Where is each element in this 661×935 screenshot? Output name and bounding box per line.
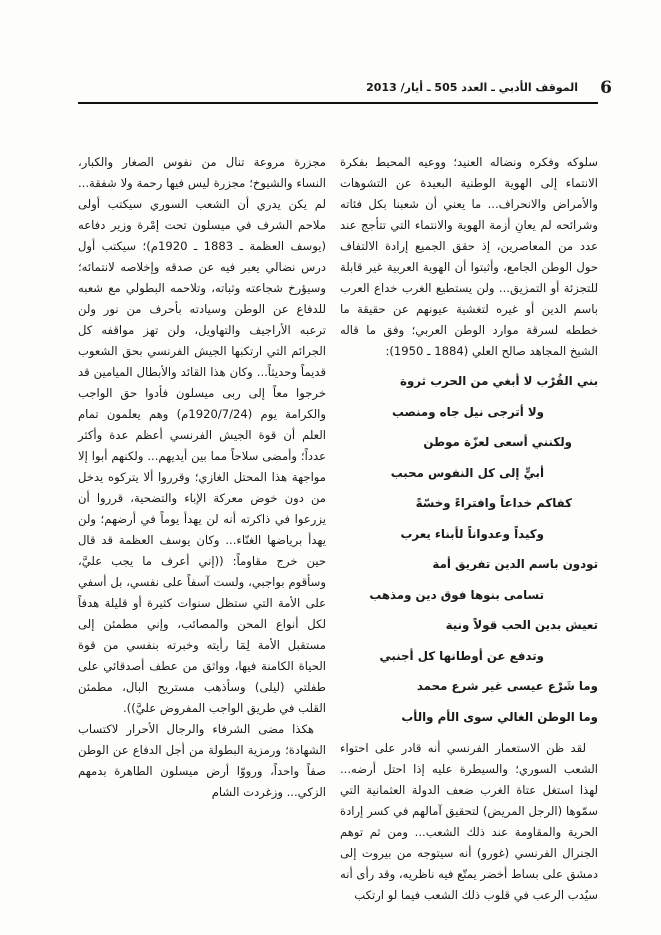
- page-number: 6: [600, 78, 612, 98]
- left-paragraph-1: مجزرة مروعة تنال من نفوس الصغار والكبار، النساء والشيوخ؛ مجزرة ليس فيها رحمة ولا شفقة... لم يكن يدري أن الشعب السوري سيكتب أولى ملاحم الشرف في ميسلون تحت إمْرة وزير دفاعه (يوسف العظمة ـ 1883 ـ 1920م)؛ سيكتب أول درس نضالي يعبر فيه عن صدقه وإخلاصه لانتمائه؛ وسيؤرخ شجاعته وثباته، وتلاحمه البطولي مع شعبه للدفاع عن الوطن وسيادته بأحرف من نور ولن ترعبه الأراجيف والتهاويل، ولن تهز مواقفه كل الجرائم التي ارتكبها الجيش الفرنسي بحق الشعوب قديماً وحديثاً... وكان هذا القائد والأبطال الميامين قد خرجوا معاً إلى ربى ميسلون فأدوا حق الواجب والكرامة يوم (1920/7/24م) وهم يعلمون تمام العلم أن قوة الجيش الفرنسي أعظم عدة وأكثر عدداً؛ وأمضى سلاحاً مما بين أيديهم... ولكنهم أبوا إلا مواجهة هذا المحتل الغازي؛ وقرروا ألا يتركوه يدخل من دون خوض معركة الإباء والتضحية، قرروا أن يزرعوا في ذاكرته أنه لن يهدأ يوماً في أرضهم؛ ولن يهدأ برياضها الغنّاء... وكان يوسف العظمة قد قال حين خرج مقاوماً: ((إني أعرف ما يجب عليَّ، وسأقوم بواجبي، ولست آسفاً على نفسي، بل أسفي على الأمة التي ستظل سنوات كثيرة أو قليلة هدفاً لكل أنواع المحن والمصائب، وإني مطمئن إلى مستقبل الأمة لِمَا رأيته وخبرته بنفسي من قوة الحياة الكامنة فيها، وواثق من عطف أصدقائي على طفلتي (ليلى) وسأذهب مستريح البال، مطمئن القلب في طريق الواجب المفروض عليَّ)).: [78, 155, 326, 715]
- poem-verse: أبيٍّ إلى كل النفوس محبب: [390, 465, 544, 480]
- right-column: [340, 152, 598, 906]
- poem-verse: وما شَرْع عيسى غير شرع محمد: [416, 679, 598, 693]
- poem-verse: بني القُرْب لا أبغي من الحرب ثروة: [400, 374, 598, 388]
- left-column: [78, 152, 326, 803]
- page-header: [78, 76, 612, 104]
- poem: [340, 366, 598, 732]
- poem-verse: تسامى بنوها فوق دين ومذهب: [369, 587, 544, 602]
- right-paragraph-2: لقد ظن الاستعمار الفرنسي أنه قادر على احتواء الشعب السوري؛ والسيطرة عليه إذا احتل أرضه... لهذا استغل عتاة الغرب ضعف الدولة العثمانية التي سمّوها (الرجل المريض) لتحقيق آمالهم في كسر إرادة الحرية والمقاومة عند ذلك الشعب... ومن ثم توهم الجنرال الفرنسي (غورو) أنه سيتوجه من بيروت إلى دمشق على بساط أخضر يمتّع فيه ناظريه، وقد رأى أنه سيُدب الرعب في قلوب ذلك الشعب فيما لو ارتكب: [340, 741, 598, 902]
- poem-verse: تعيش بدين الحب قولاً ونية: [445, 618, 598, 632]
- poem-verse: وكيداً وعدواناً لأبناء يعرب: [400, 526, 544, 541]
- poem-verse: تودون باسم الدين تفريق أمة: [432, 557, 598, 571]
- right-paragraph-1: سلوكه وفكره ونضاله العنيد؛ ووعيه المحيط بفكرة الانتماء إلى الهوية الوطنية البعيدة عن التشوهات والأمراض والانحراف... ما يعني أن شعبنا بكل فئاته وشرائحه لم يعانِ أزمة الهوية والانتماء التي تتأجج عند عدد من المعاصرين، إذ حقق الجميع إرادة الالتفاف حول الوطن الجامع، وأثبتوا أن الهوية العربية غير قابلة للتجزئة أو التمزيق... ولن يستطيع الغرب خداع العرب باسم الدين أو غيره لتغشية عيونهم عن حقيقة ما خططه لسرقة موارد الوطن العربي؛ وفق ما قاله الشيخ المجاهد صالح العلي (1884 ـ 1950):: [340, 155, 598, 358]
- poem-verse: كفاكم خداعاً وافتراءً وخسّةً: [415, 496, 572, 510]
- poem-verse: ولكنني أسعى لعزّة موطن: [423, 435, 572, 449]
- poem-verse: ولا أترجى نيل جاه ومنصب: [391, 404, 544, 419]
- left-paragraph-2: هكذا مضى الشرفاء والرجال الأحرار لاكتساب الشهادة؛ ورمزية البطولة من أجل الدفاع عن الوطن صفاً واحداً، ورووّا أرض ميسلون الطاهرة بدمهم الزكي... وزغردت الشام: [78, 722, 326, 799]
- poem-verse: وما الوطن الغالي سوى الأم والأب: [401, 709, 598, 724]
- poem-verse: وتدفع عن أوطانها كل أجنبي: [379, 648, 544, 663]
- running-title: الموقف الأدبي ـ العدد 505 ـ أيار/ 2013: [366, 81, 578, 94]
